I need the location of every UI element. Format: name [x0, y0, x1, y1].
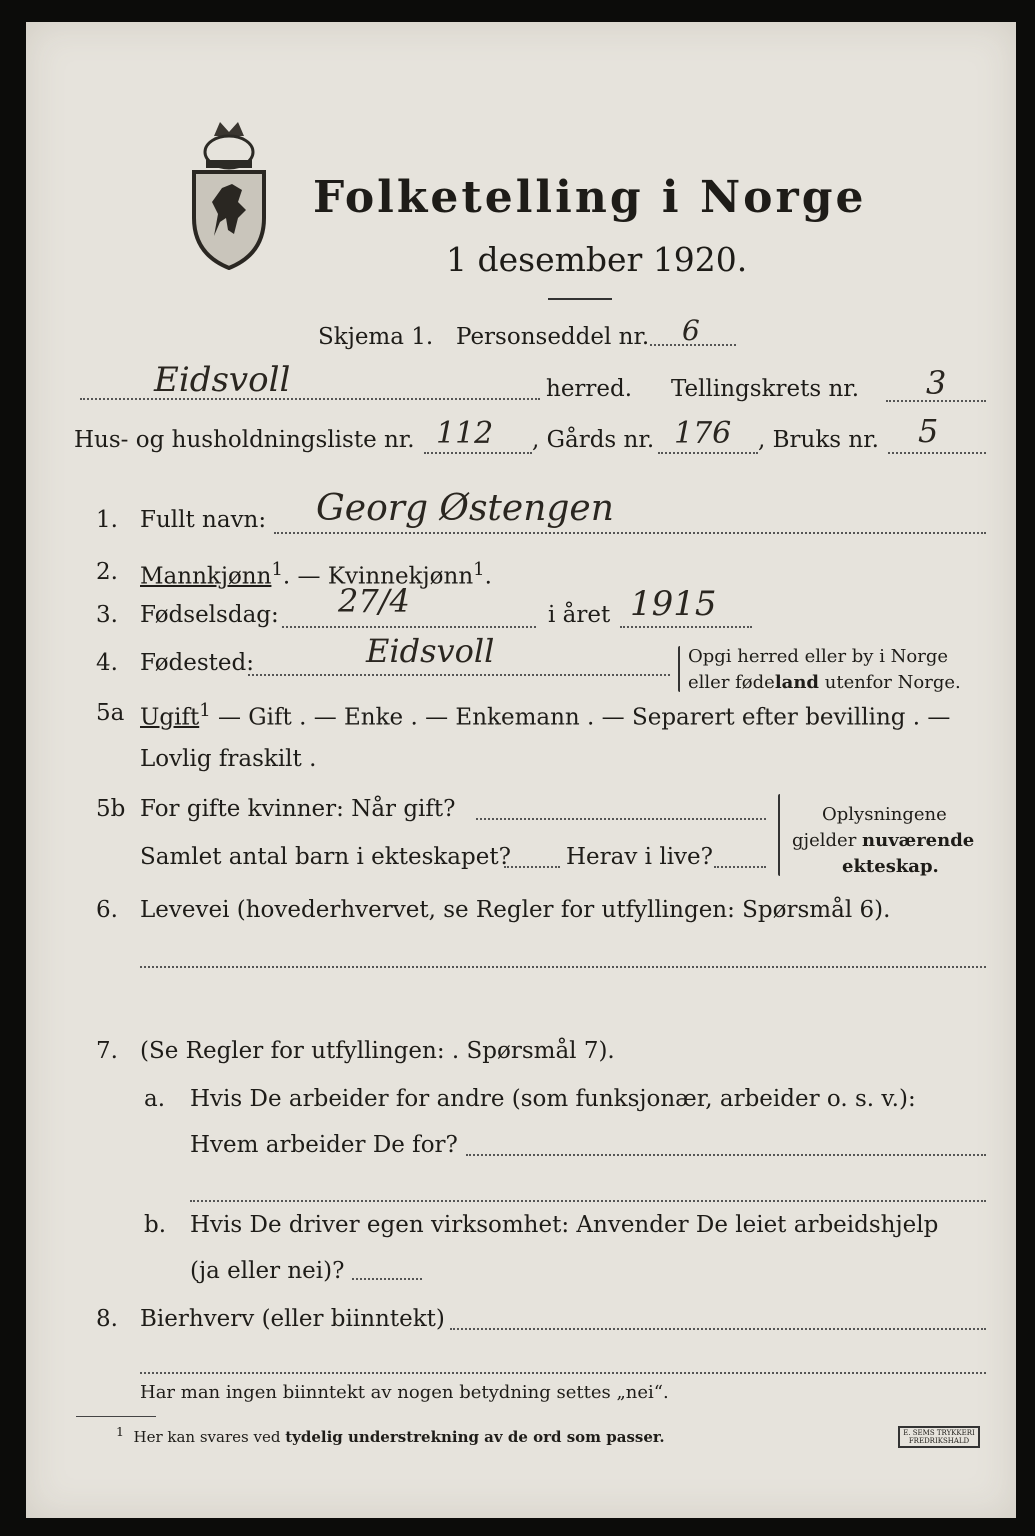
q7-number: 7. — [96, 1038, 118, 1064]
lion-shield-icon — [186, 118, 272, 270]
ugift-option[interactable]: Ugift — [140, 704, 200, 731]
gards-line — [658, 452, 758, 454]
bruks-label: , Bruks nr. — [758, 427, 879, 453]
q4-number: 4. — [96, 650, 118, 676]
q4-label: Fødested: — [140, 650, 255, 676]
q7a-text2: Hvem arbeider De for? — [190, 1132, 458, 1158]
bottom-note: Har man ingen biinntekt av nogen betydning settes „nei“. — [140, 1382, 669, 1403]
tellingskrets-value[interactable]: 3 — [926, 364, 947, 402]
q5b-label3: Herav i live? — [566, 844, 713, 870]
q7a-letter: a. — [144, 1086, 166, 1112]
personseddel-label: Personseddel nr. — [456, 324, 650, 350]
q5b-line1 — [476, 818, 766, 820]
q3-year-line — [620, 626, 752, 628]
q2-number: 2. — [96, 559, 118, 585]
q6-label: Levevei (hovederhvervet, se Regler for utfyllingen: Spørsmål 6). — [140, 897, 891, 923]
q1-line — [274, 532, 986, 534]
q3-label: Fødselsdag: — [140, 602, 279, 628]
coat-of-arms-emblem — [186, 118, 272, 274]
q4-note-line2: eller fødeland utenfor Norge. — [688, 672, 961, 693]
q7a-line — [466, 1154, 986, 1156]
q5b-note1: Oplysningene — [822, 804, 947, 825]
gards-value[interactable]: 176 — [674, 416, 732, 451]
q7b-letter: b. — [144, 1212, 167, 1238]
form-date: 1 desember 1920. — [446, 240, 748, 279]
q7a-text: Hvis De arbeider for andre (som funksjonær, arbeider o. s. v.): — [190, 1086, 916, 1112]
q4-line — [248, 674, 670, 676]
q4-place-value[interactable]: Eidsvoll — [366, 632, 495, 670]
q7b-text2: (ja eller nei)? — [190, 1258, 345, 1284]
q1-label: Fullt navn: — [140, 507, 267, 533]
title-divider — [548, 298, 612, 300]
form-title: Folketelling i Norge — [313, 172, 867, 223]
q8-number: 8. — [96, 1306, 118, 1332]
q8-line2 — [140, 1372, 986, 1374]
gards-label: , Gårds nr. — [532, 427, 655, 453]
q7a-line2 — [190, 1200, 986, 1202]
q2-gender: Mannkjønn$^1$. — Kvinnekjønn$^1$. — [140, 559, 492, 590]
census-form — [26, 22, 1016, 1518]
herred-value[interactable]: Eidsvoll — [154, 360, 291, 400]
q3-year-label: i året — [548, 602, 611, 628]
q5b-line2 — [504, 866, 560, 868]
q3-date-value[interactable]: 27/4 — [338, 582, 410, 620]
hus-label: Hus- og husholdningsliste nr. — [74, 427, 415, 453]
q7b-line — [352, 1278, 422, 1280]
herred-label: herred. — [546, 376, 633, 402]
herred-line — [80, 398, 540, 400]
q3-line — [282, 626, 536, 628]
q3-number: 3. — [96, 602, 118, 628]
footnote-divider — [76, 1416, 156, 1417]
q5b-note3: ekteskap. — [842, 856, 939, 877]
printer-stamp: E. SEMS TRYKKERI FREDRIKSHALD — [898, 1426, 980, 1448]
q5b-brace — [778, 794, 780, 876]
hus-value[interactable]: 112 — [436, 416, 494, 451]
q8-label: Bierhverv (eller biinntekt) — [140, 1306, 445, 1332]
q7b-text: Hvis De driver egen virksomhet: Anvender De leiet arbeidshjelp — [190, 1212, 939, 1238]
q5b-line3 — [714, 866, 766, 868]
q5a-options: Ugift$^1$ — Gift . — Enke . — Enkemann . — Separert efter bevilling . — — [140, 700, 951, 731]
q5b-number: 5b — [96, 796, 126, 822]
q1-name-value[interactable]: Georg Østengen — [316, 488, 614, 529]
q6-number: 6. — [96, 897, 118, 923]
q5a-number: 5a — [96, 700, 125, 726]
q8-line — [450, 1328, 986, 1330]
q1-number: 1. — [96, 507, 118, 533]
bruks-value[interactable]: 5 — [918, 412, 939, 450]
q4-brace — [678, 646, 680, 692]
footnote: $^1$ Her kan svares ved tydelig understrekning av de ord som passer. — [116, 1424, 665, 1446]
q4-note-line1: Opgi herred eller by i Norge — [688, 646, 949, 667]
q5b-note2: gjelder nuværende — [792, 830, 975, 851]
q5b-label2: Samlet antal barn i ekteskapet? — [140, 844, 511, 870]
skjema-label: Skjema 1. — [318, 324, 434, 350]
q5a-line2: Lovlig fraskilt . — [140, 746, 317, 772]
bruks-line — [888, 452, 986, 454]
personseddel-value[interactable]: 6 — [682, 314, 700, 347]
female-option[interactable]: Kvinnekjønn — [327, 563, 474, 590]
q3-year-value[interactable]: 1915 — [630, 584, 717, 624]
tellingskrets-label: Tellingskrets nr. — [671, 376, 860, 402]
male-option[interactable]: Mannkjønn — [140, 563, 272, 590]
q7-label: (Se Regler for utfyllingen: . Spørsmål 7). — [140, 1038, 615, 1064]
hus-line — [424, 452, 532, 454]
q6-line — [140, 966, 986, 968]
q5b-label1: For gifte kvinner: Når gift? — [140, 796, 456, 822]
